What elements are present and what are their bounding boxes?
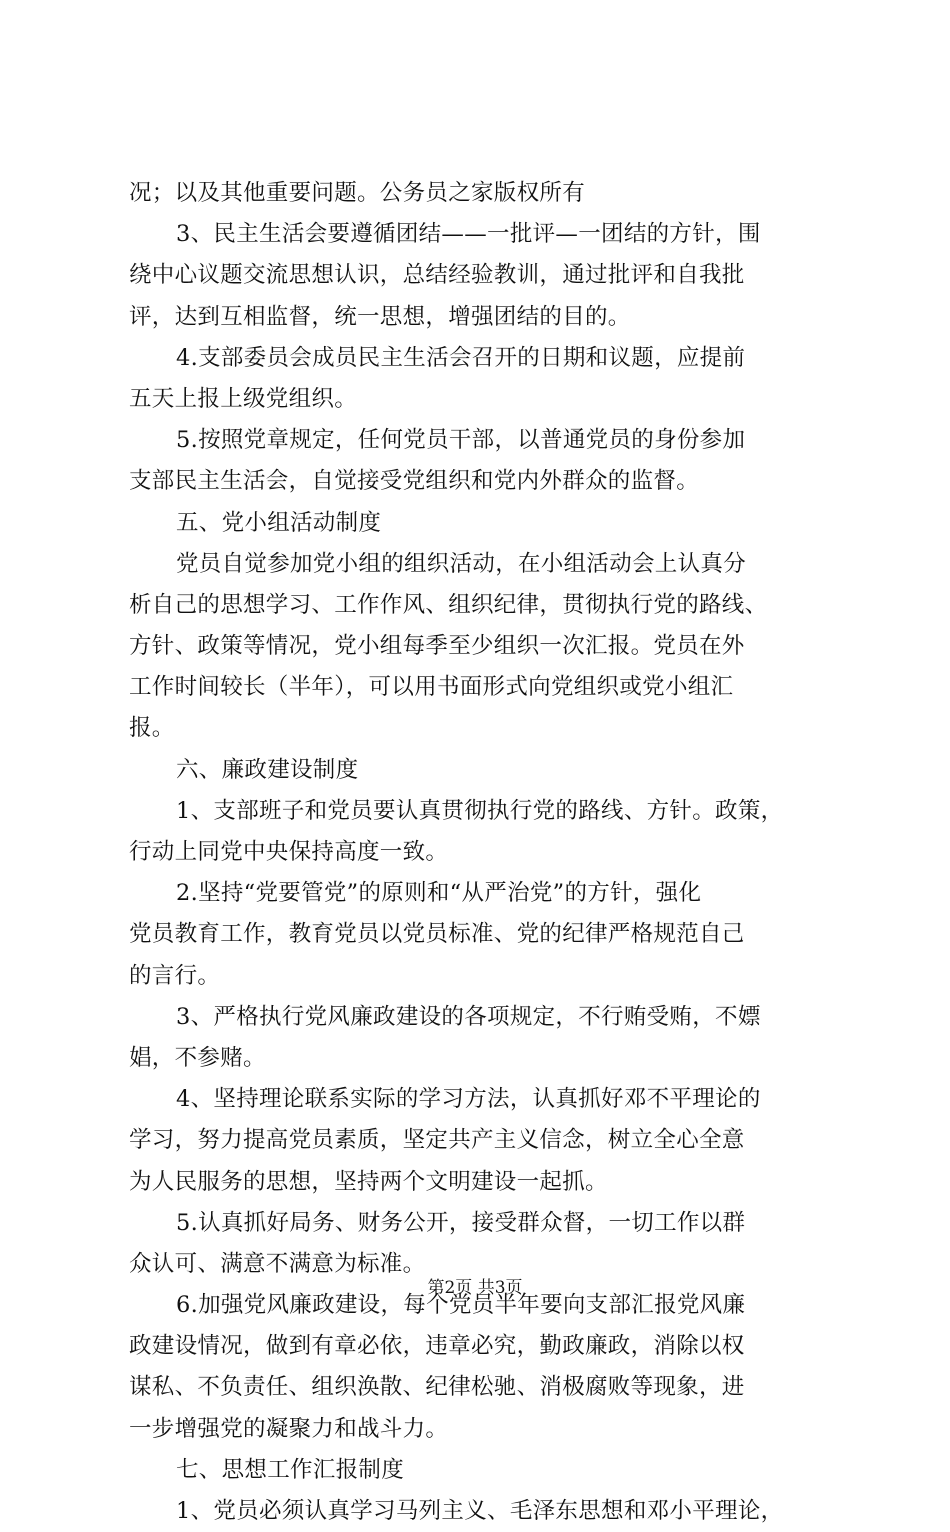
text-line: 娼，不参赌。 bbox=[129, 1044, 266, 1071]
text-line: 五、党小组活动制度 bbox=[176, 509, 382, 536]
text-line: 工作时间较长（半年），可以用书面形式向党组织或党小组汇 bbox=[129, 674, 734, 701]
text-line: 党员教育工作，教育党员以党员标准、党的纪律严格规范自己 bbox=[129, 921, 745, 948]
text-line: 绕中心议题交流思想认识，总结经验教训，通过批评和自我批 bbox=[129, 262, 745, 289]
text-line: 众认可、满意不满意为标准。 bbox=[129, 1250, 426, 1277]
text-line: 五天上报上级党组织。 bbox=[129, 385, 358, 412]
text-line: 1、支部班子和党员要认真贯彻执行党的路线、方针。政策， bbox=[176, 797, 784, 824]
text-line: 5.认真抓好局务、财务公开，接受群众督，一切工作以群 bbox=[176, 1209, 746, 1236]
text-line: 为人民服务的思想，坚持两个文明建设一起抓。 bbox=[129, 1168, 608, 1195]
page-footer: 第2页 共3页 bbox=[427, 1278, 523, 1298]
text-line: 行动上同党中央保持高度一致。 bbox=[129, 839, 449, 865]
text-line: 3、严格执行党风廉政建设的各项规定，不行贿受贿，不嫖 bbox=[176, 1003, 761, 1030]
text-line: 七、思想工作汇报制度 bbox=[176, 1456, 405, 1483]
text-line: 谋私、不负责任、组织涣散、纪律松驰、消极腐败等现象，进 bbox=[129, 1374, 745, 1401]
text-line: 况；以及其他重要问题。公务员之家版权所有 bbox=[129, 180, 586, 206]
text-line: 一步增强党的凝聚力和战斗力。 bbox=[129, 1415, 449, 1442]
text-line: 方针、政策等情况，党小组每季至少组织一次汇报。党员在外 bbox=[129, 633, 745, 660]
text-line: 4.支部委员会成员民主生活会召开的日期和议题，应提前 bbox=[176, 344, 746, 371]
text-line: 学习，努力提高党员素质，坚定共产主义信念，树立全心全意 bbox=[129, 1127, 745, 1154]
text-line: 党员自觉参加党小组的组织活动，在小组活动会上认真分 bbox=[176, 550, 747, 577]
text-line: 支部民主生活会，自觉接受党组织和党内外群众的监督。 bbox=[129, 468, 700, 495]
text-line: 的言行。 bbox=[129, 962, 221, 989]
text-line: 4、坚持理论联系实际的学习方法，认真抓好邓不平理论的 bbox=[176, 1086, 761, 1113]
document-body bbox=[129, 173, 829, 1532]
text-line: 2.坚持“党要管党”的原则和“从严治党”的方针，强化 bbox=[176, 880, 702, 907]
text-line: 报。 bbox=[129, 715, 175, 742]
text-line: 六、廉政建设制度 bbox=[176, 756, 359, 783]
text-line: 评，达到互相监督，统一思想，增强团结的目的。 bbox=[129, 303, 631, 330]
text-line: 政建设情况，做到有章必依，违章必究，勤政廉政，消除以权 bbox=[129, 1333, 745, 1360]
text-line: 析自己的思想学习、工作作风、组织纪律，贯彻执行党的路线、 bbox=[129, 591, 768, 618]
text-line: 1、党员必须认真学习马列主义、毛泽东思想和邓小平理论， bbox=[176, 1498, 784, 1524]
text-line: 6.加强党风廉政建设，每个党员半年要向支部汇报党风廉 bbox=[176, 1292, 746, 1319]
text-line: 5.按照党章规定，任何党员干部，以普通党员的身份参加 bbox=[176, 427, 746, 454]
text-line: 3、民主生活会要遵循团结——一批评—一团结的方针，围 bbox=[176, 221, 761, 248]
